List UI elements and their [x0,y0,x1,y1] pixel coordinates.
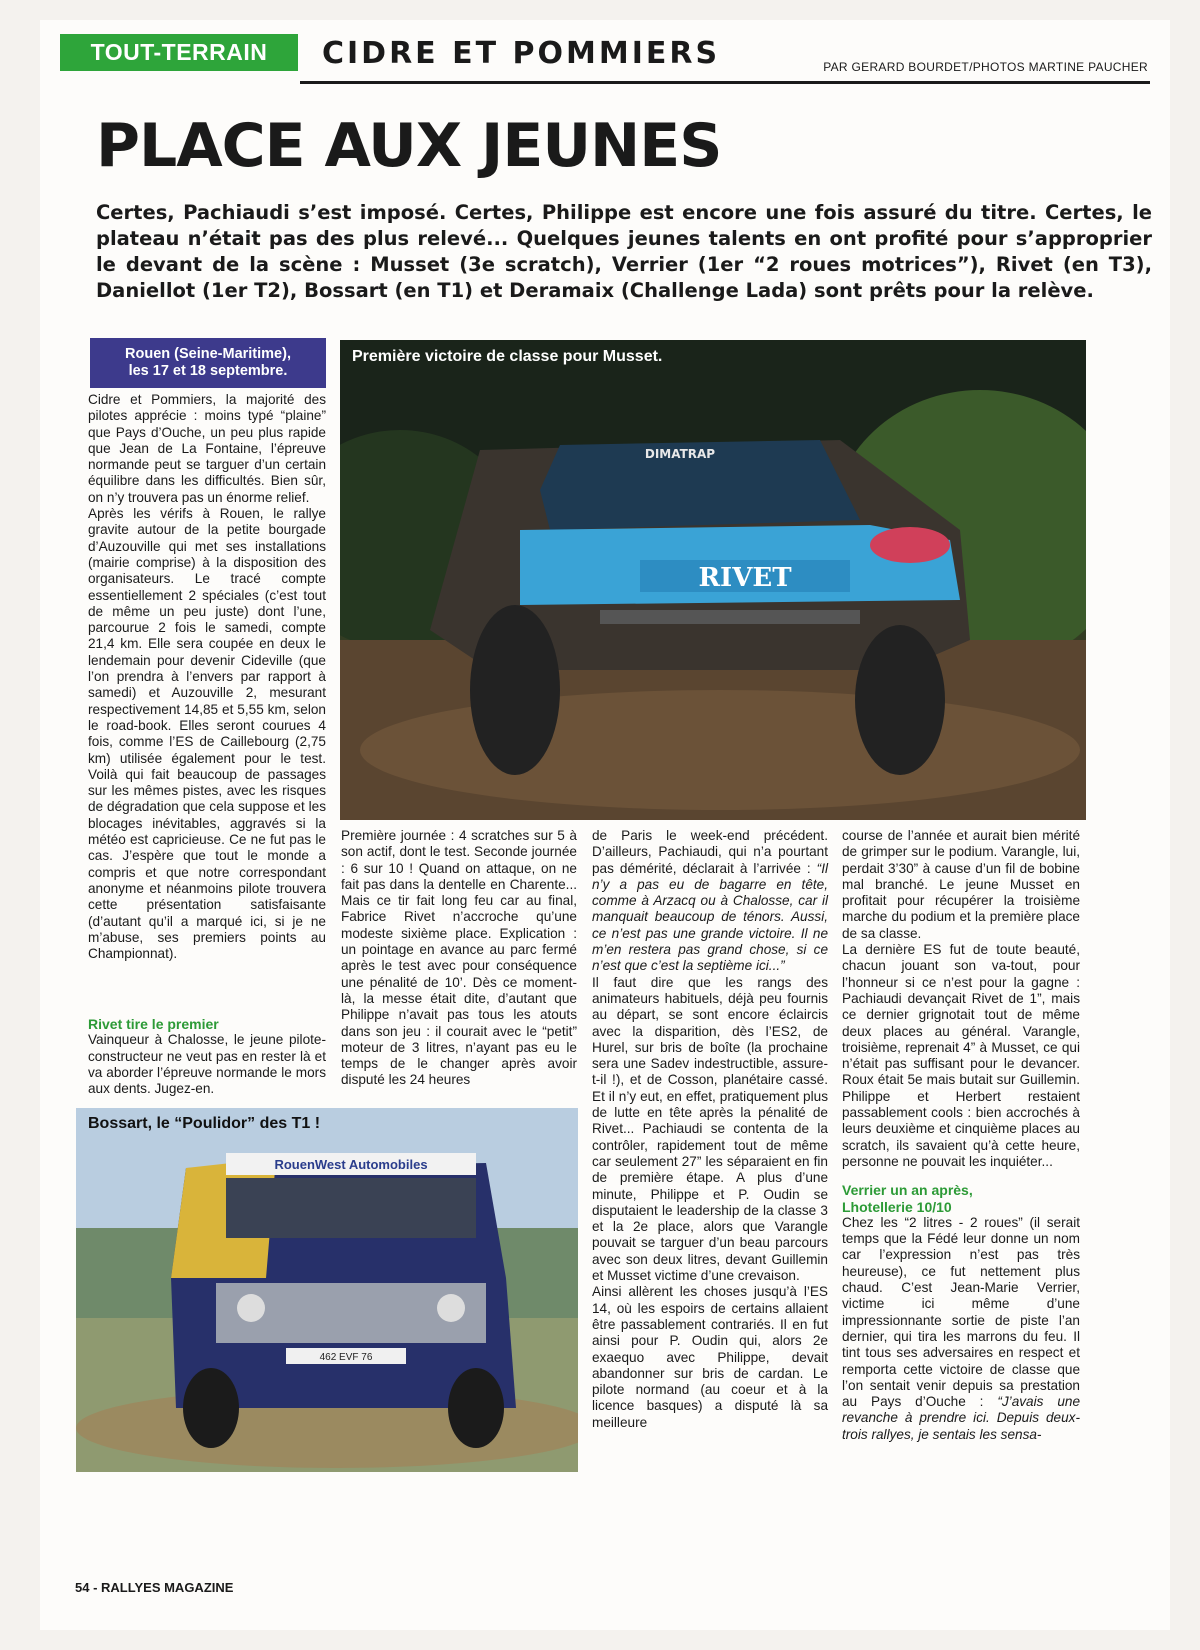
main-photo-caption: Première victoire de classe pour Musset. [352,348,663,365]
header-rule [300,81,1150,84]
second-photo-caption: Bossart, le “Poulidor” des T1 ! [88,1115,321,1132]
col4-paragraph-3 [842,1215,1080,1443]
headline: PLACE AUX JEUNES [96,111,722,181]
second-photo [76,1108,578,1472]
col1-paragraph-1: Cidre et Pommiers, la majorité des pilotes apprécie : moins typé “plaine” que Pays d’Ouche, un peu plus rapide que Jean de La Fontaine, l’épreuve normande peut se targuer d’un certain équilibre dans les difficultés. Bien sûr, on n’y trouvera pas un énorme relief. [88,392,326,505]
car-name-label: RIVET [698,563,792,593]
license-plate: 462 EVF 76 [319,1352,373,1363]
col4-paragraph-2: La dernière ES fut de toute beauté, chacun jouant son va-tout, pour l’honneur si ce n’est pour la gagne : Pachiaudi devançait Rivet de 1”, mais ce dernier grignotait tout de même deux places au général. Varangle, troisième, reprenait 4” à Musset, ce qui n’était pas suffisant pour le devancer. Roux était 5e mais butait sur Guillemin. Philippe et Herbert restaient passablement cools : bien accrochés à leurs deuxième et cinquième places au scratch, ils savaient qu’à cette heure, personne ne pouvait les inquiéter... [842,942,1080,1169]
location-box [90,338,326,388]
col3-text: de Paris le week-end précédent. D’ailleurs, Pachiaudi, qui n’a pourtant pas démérité, déclarait à l’arrivée : [592,828,828,876]
page-folio: 54 - RALLYES MAGAZINE [75,1580,234,1595]
col2-paragraph-1: Première journée : 4 scratches sur 5 à son actif, dont le test. Seconde journée : 6 sur 10 ! Quand on attaque, on ne fait pas dans la dentelle en Charente... Mais ce tir fait long feu car au final, Fabrice Rivet n’accroche qu’une modeste sixième place. Explication : un pointage en avance au parc fermé après le test avec pour conséquence une pénalité de 10’. Dès ce moment-là, la messe était dite, d’autant que Philippe n’avait pas tous les atouts dans son jeu : il courait avec le “petit” moteur de 3 litres, n’ayant pas eu le temps de le changer après avoir disputé les 24 heures [341,828,577,1088]
col4-subhead-line-2: Lhotellerie 10/10 [842,1198,952,1215]
column-1 [88,392,326,962]
chapo-intro: Certes, Pachiaudi s’est imposé. Certes, Philippe est encore une fois assuré du titre. Certes, le plateau n’était pas des plus relevé... Quelques jeunes talents en ont profité pour s’approprier le devant de la scène : Musset (3e scratch), Verrier (1er “2 roues motrices”), Rivet (en T3), Daniellot (1er T2), Bossart (en T1) et Deramaix (Challenge Lada) sont prêts pour la relève. [96,201,1152,302]
section-tag: TOUT-TERRAIN [60,34,298,71]
col1-paragraph-3: Vainqueur à Chalosse, le jeune pilote-constructeur ne veut pas en rester là et va aborder l’épreuve normande le mors aux dents. Jugez-en. [88,1032,326,1097]
col4-subhead [842,1182,1080,1215]
col1-paragraph-2: Après les vérifs à Rouen, le rallye gravite autour de la petite bourgade d’Auzouville qui met ses installations (mairie comprise) à la disposition des organisateurs. Le tracé compte essentiellement 2 spéciales (c’est tout de même un peu juste) dont l’une, parcourue 2 fois le samedi, compte 21,4 km. Elle sera coupée en deux le lendemain pour devenir Cideville (que l’on prendra à l’envers par rapport à samedi) et Auzouville 2, mesurant respectivement 14,85 et 5,55 km, selon le road-book. Elles seront courues 4 fois, comme l’ES de Caillebourg (2,75 km) utilisée également pour le test. Voilà qui fait beaucoup de passages sur les mêmes pistes, avec les risques de dégradation que cela suppose et les blocages inévitables, aggravés si la météo est capricieuse. Ce ne fut pas le cas. J’espère que tout le monde a compris et que notre correspondant anonyme et néanmoins pilote trouvera cette présentation satisfaisante (d’autant qu’il a marqué ici, si je ne m’abuse, ses premiers points au Championnat). [88,506,326,962]
byline: PAR GERARD BOURDET/PHOTOS MARTINE PAUCHER [823,60,1148,74]
windshield-label: DIMATRAP [644,447,716,461]
car-banner-text: RouenWest Automobiles [274,1157,428,1172]
rubric-title: CIDRE ET POMMIERS [322,36,721,71]
location-line-2: les 17 et 18 septembre. [128,363,288,379]
col4-subhead-line-1: Verrier un an après, [842,1182,973,1199]
col3-quote: “Il n’y a pas eu de bagarre en tête, comme à Arzacq ou à Chalosse, car il manquait beaucoup de ténors. Aussi, ce n’est pas une grande victoire. Il ne m’en restera pas grand chose, si ce n’est que c’est la septième ici...” [592,860,828,974]
column-4 [842,828,1080,1443]
col3-paragraph-3: Ainsi allèrent les choses jusqu’à l’ES 14, où les espoirs de certains allaient être passablement contrariés. Il en fut ainsi pour P. Oudin qui, alors 2e exaequo avec Philippe, devait abandonner sur bris de cardan. Le pilote normand (au coeur et à la licence basques) a disputé là sa meilleure [592,1284,828,1430]
column-2 [341,828,577,1089]
col4-text: Chez les “2 litres - 2 roues” (il serait temps que la Fédé leur donne un nom car l’expression n’est pas très heureuse), ce fut nettement plus chaud. C’est Jean-Marie Verrier, victime ici même d’une impressionnante sortie de piste l’an dernier, qui tira les marrons du feu. Il tint tous ses adversaires en respect et remporta cette victoire de classe que l’on sentait venir depuis sa prestation au Pays d’Ouche : [842,1214,1080,1410]
main-photo [340,340,1086,820]
col4-paragraph-1: course de l’année et aurait bien mérité de grimper sur le podium. Varangle, lui, perdait 3’30” à cause d’un fil de bobine mal branché. Le jeune Musset en profitait pour récupérer la troisième marche du podium et la première place de sa classe. [842,828,1080,941]
column-3 [592,828,828,1431]
location-line-1: Rouen (Seine-Maritime), [125,346,291,362]
col4-quote: “J’avais une revanche à prendre ici. Depuis deux-trois rallyes, je sentais les sensa- [842,1394,1080,1442]
column-1-continued [88,1010,326,1097]
col3-paragraph-1 [592,828,828,975]
col3-paragraph-2: Il faut dire que les rangs des animateurs habituels, déjà peu fournis au départ, se sont encore éclaircis avec la disparition, dès l’ES2, de Hurel, sur bris de boîte (la prochaine sera une Sadev indestructible, assure-t-il !), et de Cosson, planétaire cassé. Et il n’y eut, en effet, pratiquement plus de lutte en tête après la pénalité de Rivet... Pachiaudi se contenta de la contrôler, rapidement tout de même car seulement 27” les séparaient en fin de première étape. A plus d’une minute, Philippe et P. Oudin se disputaient le leadership de la classe 3 et la 2e place, alors que Varangle pouvait se targuer d’un beau parcours avec son deux litres, devant Guillemin et Musset victime d’une crevaison. [592,974,828,1284]
col1-subhead: Rivet tire le premier [88,1016,219,1032]
